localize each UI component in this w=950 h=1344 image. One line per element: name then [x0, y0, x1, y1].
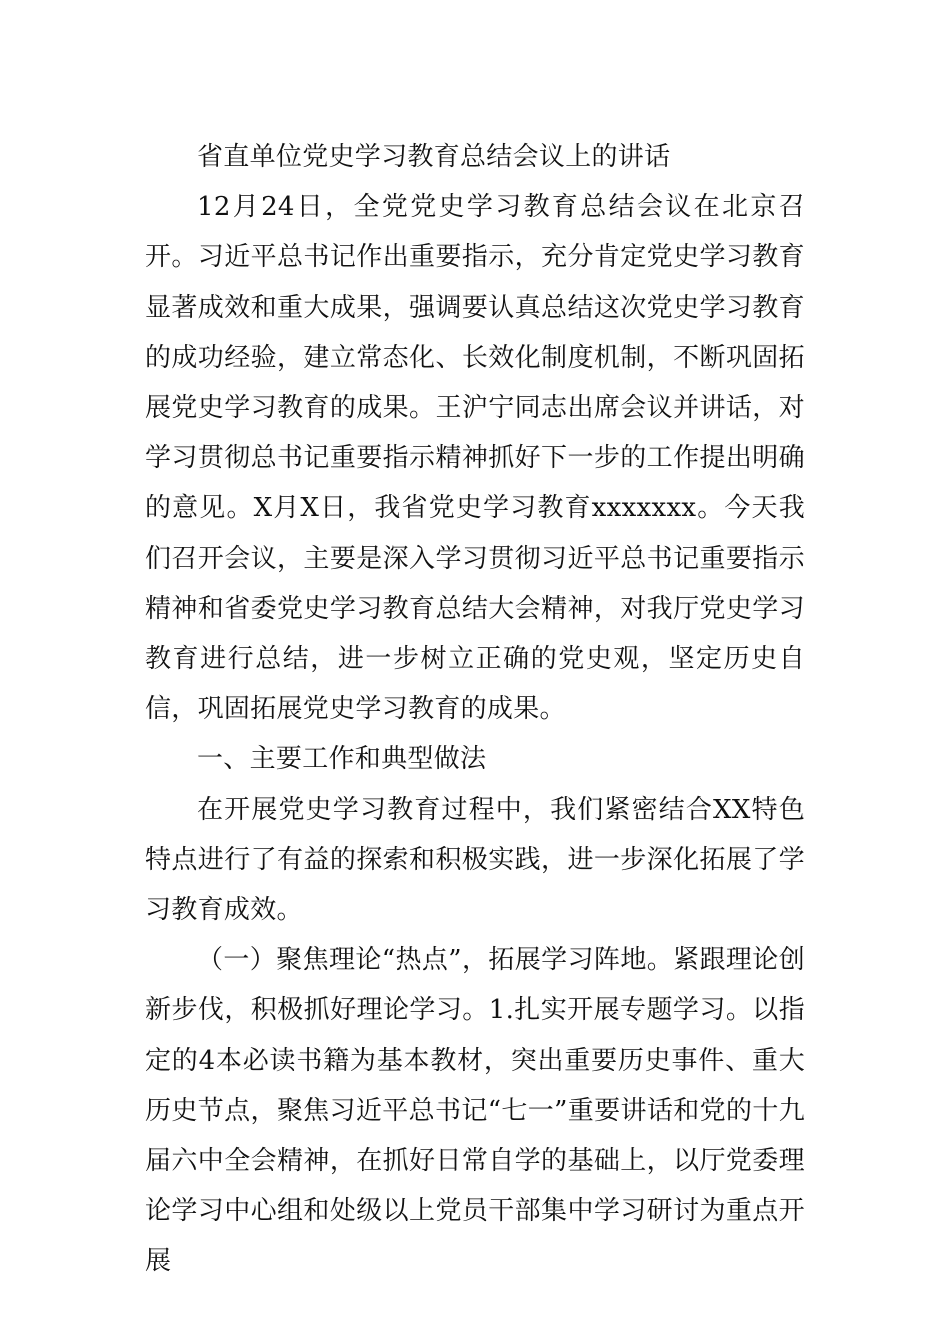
document-title: 省直单位党史学习教育总结会议上的讲话 [197, 142, 671, 172]
paragraph-subsection-one: （一）聚焦理论“热点”，拓展学习阵地。紧跟理论创新步伐，积极抓好理论学习。1.扎实开展专题学习。以指定的4本必读书籍为基本教材，突出重要历史事件、重大历史节点，聚焦习近平总书记“七一”重要讲话和党的十九届六中全会精神，在抓好日常自学的基础上，以厅党委理论学习中心组和处级以上党员干部集中学习研讨为重点开展 [145, 945, 805, 1277]
paragraph-intro: 12月24日，全党党史学习教育总结会议在北京召开。习近平总书记作出重要指示，充分肯定党史学习教育显著成效和重大成果，强调要认真总结这次党史学习教育的成功经验，建立常态化、长效化制度机制，不断巩固拓展党史学习教育的成果。王沪宁同志出席会议并讲话，对学习贯彻总书记重要指示精神抓好下一步的工作提出明确的意见。X月X日，我省党史学习教育xxxxxxx。今天我们召开会议，主要是深入学习贯彻习近平总书记重要指示精神和省委党史学习教育总结大会精神，对我厅党史学习教育进行总结，进一步树立正确的党史观，坚定历史自信，巩固拓展党史学习教育的成果。 [145, 192, 805, 725]
document-page [145, 132, 805, 1287]
paragraph-section-intro: 在开展党史学习教育过程中，我们紧密结合XX特色特点进行了有益的探索和积极实践，进一步深化拓展了学习教育成效。 [145, 794, 805, 926]
section-heading: 一、主要工作和典型做法 [197, 744, 487, 775]
